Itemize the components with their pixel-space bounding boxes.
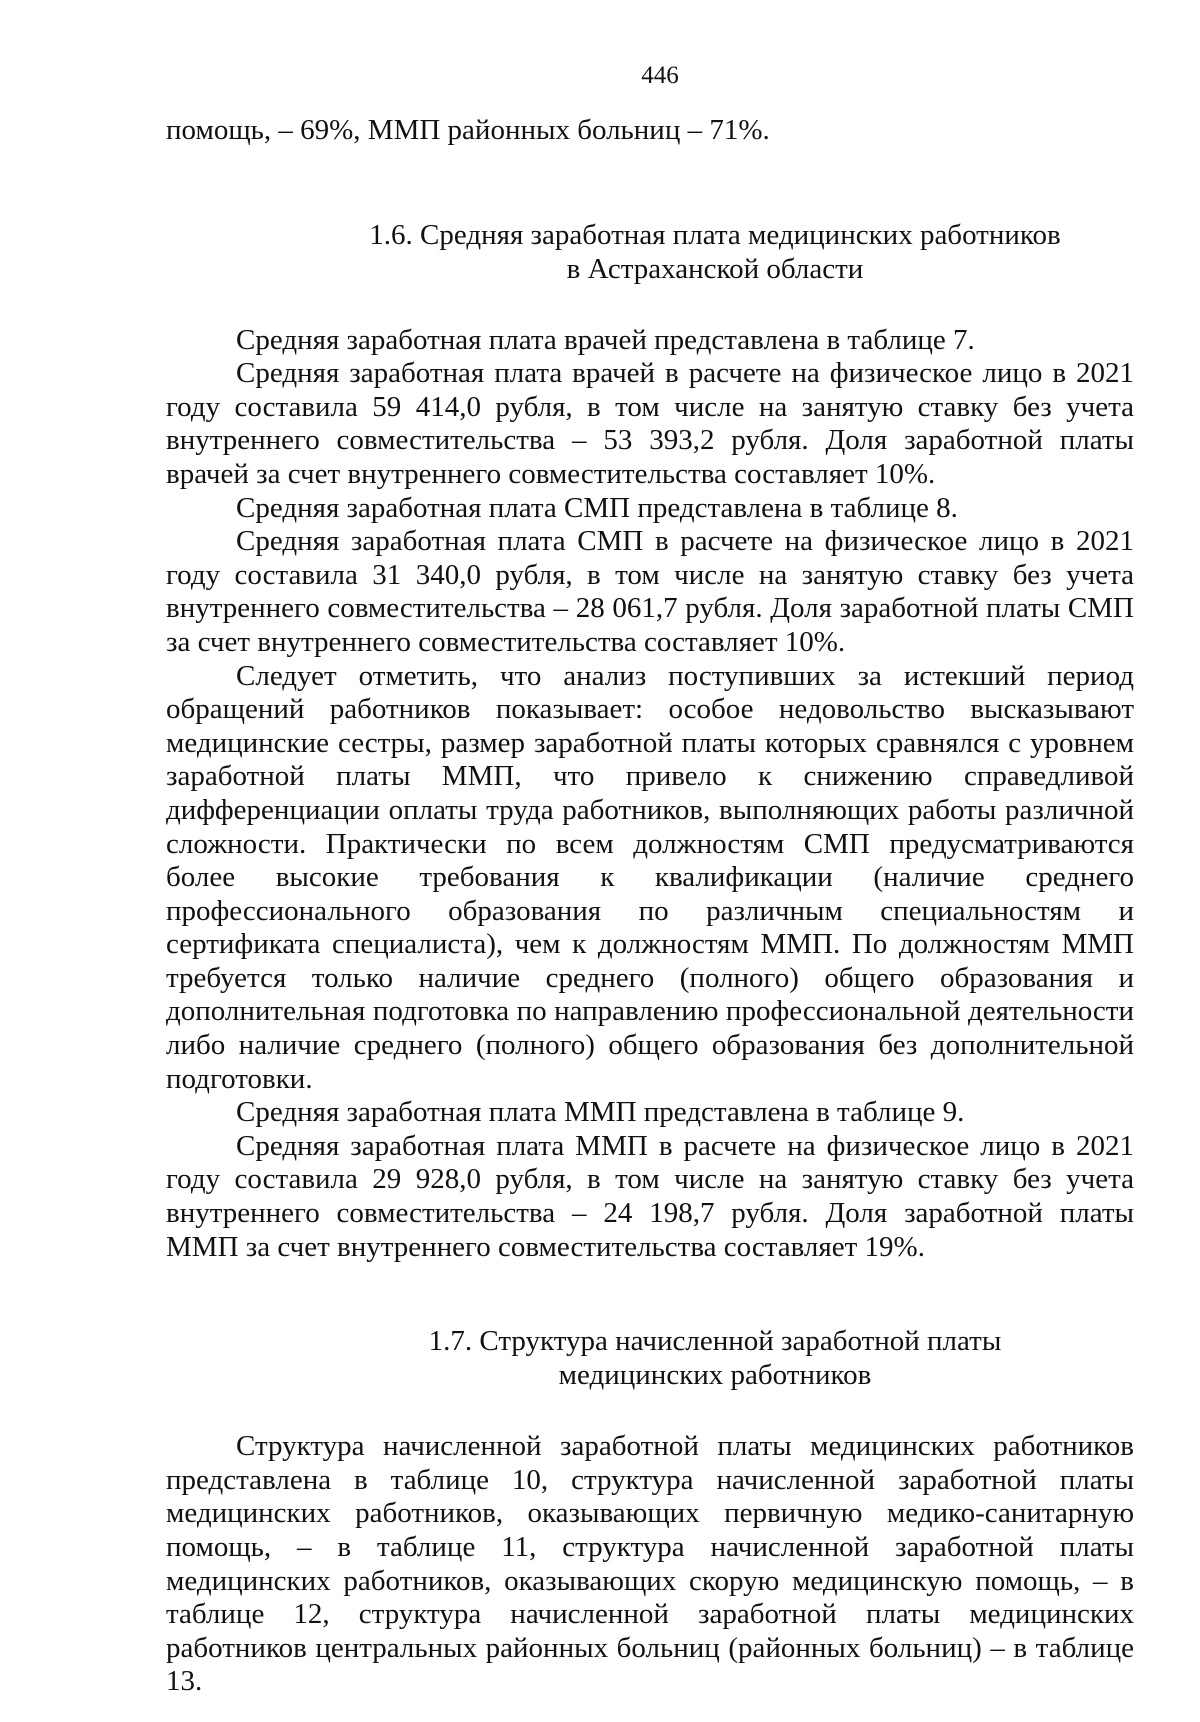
heading-1-7-line2: медицинских работников	[558, 1359, 872, 1392]
paragraph: Средняя заработная плата врачей представлена в таблице 7.	[236, 323, 975, 356]
heading-1-7-line1: 1.7. Структура начисленной заработной платы	[428, 1325, 1002, 1358]
paragraph: Средняя заработная плата врачей в расчете на физическое лицо в 2021 году составила 59 414,0 рубля, в том числе на занятую ставку без учета внутреннего совместительства – 53 393,2 рубля. Доля заработной платы врачей за счет внутреннего совместительства составляет 10%.	[166, 357, 1134, 490]
paragraph: Структура начисленной заработной платы медицинских работников представлена в таблице 10, структура начисленной заработной платы медицинских работников, оказывающих первичную медико-санитарную помощь, – в таблице 11, структура начисленной заработной платы медицинских работников, оказывающих скорую медицинскую помощь, – в таблице 12, структура начисленной заработной платы медицинских работников центральных районных больниц (районных больниц) – в таблице 13.	[166, 1430, 1134, 1698]
paragraph: Следует отметить, что анализ поступивших за истекший период обращений работников показывает: особое недовольство высказывают медицинские сестры, размер заработной платы которых сравнялся с уровнем заработной платы ММП, что привело к снижению справедливой дифференциации оплаты труда работников, выполняющих работы различной сложности. Практически по всем должностям СМП предусматриваются более высокие требования к квалификации (наличие среднего профессионального образования по различным специальностям и сертификата специалиста), чем к должностям ММП. По должностям ММП требуется только наличие среднего (полного) общего образования и дополнительная подготовка по направлению профессиональной деятельности либо наличие среднего (полного) общего образования без дополнительной подготовки.	[166, 659, 1134, 1095]
heading-1-6-line1: 1.6. Средняя заработная плата медицинских работников	[369, 218, 1061, 251]
paragraph: Средняя заработная плата СМП в расчете на физическое лицо в 2021 году составила 31 340,0 рубля, в том числе на занятую ставку без учета внутреннего совместительства – 28 061,7 рубля. Доля заработной платы СМП за счет внутреннего совместительства составляет 10%.	[166, 525, 1134, 658]
section-heading-1-7	[166, 1324, 1134, 1392]
paragraph: Средняя заработная плата ММП в расчете на физическое лицо в 2021 году составила 29 928,0 рубля, в том числе на занятую ставку без учета внутреннего совместительства – 24 198,7 рубля. Доля заработной платы ММП за счет внутреннего совместительства составляет 19%.	[166, 1129, 1134, 1263]
page-number: 446	[641, 62, 679, 89]
continued-text-line: помощь, – 69%, ММП районных больниц – 71%.	[166, 114, 770, 146]
section-heading-1-6	[166, 218, 1134, 286]
page-content	[166, 114, 1134, 1699]
paragraph: Средняя заработная плата СМП представлена в таблице 8.	[236, 491, 958, 524]
paragraph: Средняя заработная плата ММП представлена в таблице 9.	[236, 1096, 965, 1129]
heading-1-6-line2: в Астраханской области	[566, 252, 864, 285]
